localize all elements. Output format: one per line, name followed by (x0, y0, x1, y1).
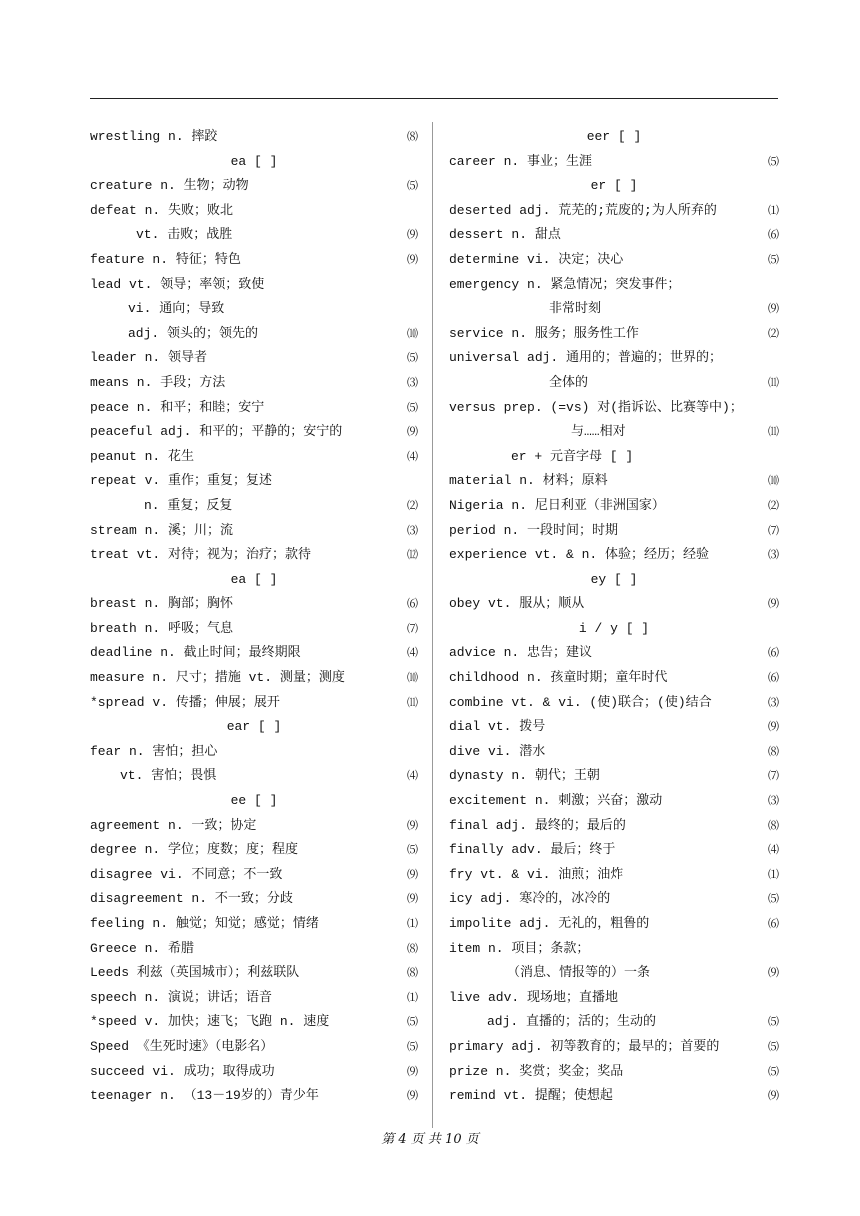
vocab-entry (449, 150, 779, 175)
entry-text: primary adj. 初等教育的；最早的；首要的 (449, 1038, 720, 1054)
vocab-entry (449, 740, 779, 765)
unit-number: ⑶ (768, 548, 779, 562)
vocab-entry (449, 961, 779, 986)
vocab-entry (449, 420, 779, 445)
section-heading (449, 125, 779, 150)
vocab-entry (90, 322, 418, 347)
entry-text: defeat n. 失败；败北 (90, 202, 234, 218)
vocab-entry (90, 641, 418, 666)
unit-number: ⑸ (407, 400, 418, 414)
unit-number: ⑸ (768, 1039, 779, 1053)
entry-text: *speed v. 加快；速飞；飞跑 n. 速度 (90, 1014, 330, 1030)
unit-number: ⑶ (768, 794, 779, 808)
vocab-entry (90, 666, 418, 691)
unit-number: ⑵ (768, 326, 779, 340)
vocab-entry (449, 273, 779, 298)
entry-text: experience vt. & n. 体验；经历；经验 (449, 547, 710, 563)
unit-number: ⑾ (768, 425, 779, 439)
unit-number: ⑼ (407, 228, 418, 242)
entry-text: creature n. 生物；动物 (90, 178, 249, 194)
vocab-entry (449, 223, 779, 248)
entry-text: ear [ ] (226, 719, 282, 735)
unit-number: ⑸ (407, 351, 418, 365)
entry-text: adj. 领头的；领先的 (128, 325, 259, 341)
vocab-entry (90, 592, 418, 617)
unit-number: ⑼ (768, 720, 779, 734)
entry-text: Leeds 利兹（英国城市）；利兹联队 (90, 965, 300, 981)
entry-text: peace n. 和平；和睦；安宁 (90, 399, 265, 415)
entry-text: material n. 材料；原料 (449, 473, 608, 489)
unit-number: ⑻ (768, 744, 779, 758)
vocab-entry (90, 838, 418, 863)
unit-number: ⑹ (768, 228, 779, 242)
vocab-entry (90, 1060, 418, 1085)
vocab-entry (90, 248, 418, 273)
vocab-entry (449, 986, 779, 1011)
vocab-entry (90, 764, 418, 789)
entry-text: *spread v. 传播；伸展；展开 (90, 694, 280, 710)
vocab-entry (449, 1035, 779, 1060)
vocab-entry (449, 814, 779, 839)
unit-number: ⑷ (407, 449, 418, 463)
unit-number: ⑹ (407, 597, 418, 611)
entry-text: ey [ ] (590, 571, 638, 587)
right-column (449, 125, 779, 1109)
unit-number: ⑴ (407, 990, 418, 1004)
entry-text: period n. 一段时间；时期 (449, 522, 619, 538)
unit-number: ⑼ (407, 1064, 418, 1078)
entry-text: i / y [ ] (578, 620, 650, 636)
vocab-entry (90, 199, 418, 224)
entry-text: vt. 害怕；畏惧 (120, 768, 217, 784)
entry-text: icy adj. 寒冷的，冰冷的 (449, 891, 611, 907)
vocab-entry (90, 125, 418, 150)
entry-text: ee [ ] (230, 793, 278, 809)
entry-text: 与……相对 (571, 424, 626, 440)
vocab-entry (90, 494, 418, 519)
entry-text: eer [ ] (586, 129, 642, 144)
vocab-entry (449, 912, 779, 937)
unit-number: ⑼ (407, 425, 418, 439)
unit-number: ⑶ (407, 375, 418, 389)
entry-text: universal adj. 通用的；普遍的；世界的； (449, 350, 723, 366)
unit-number: ⑼ (768, 597, 779, 611)
entry-text: peanut n. 花生 (90, 448, 195, 464)
entry-text: dive vi. 潜水 (449, 743, 546, 759)
section-heading (449, 617, 779, 642)
vocab-entry (449, 838, 779, 863)
entry-text: leader n. 领导者 (90, 350, 208, 366)
vocab-entry (449, 863, 779, 888)
unit-number: ⑼ (768, 302, 779, 316)
entry-text: er + 元音字母 [ ] (511, 448, 634, 464)
unit-number: ⑹ (768, 917, 779, 930)
vocab-entry (449, 715, 779, 740)
vocab-entry (90, 273, 418, 298)
entry-text: determine vi. 决定；决心 (449, 251, 624, 267)
unit-number: ⑴ (407, 917, 418, 930)
vocab-entry (449, 297, 779, 322)
unit-number: ⑸ (407, 1039, 418, 1053)
vocab-entry (90, 887, 418, 912)
entry-text: excitement n. 刺激；兴奋；激动 (449, 793, 663, 809)
unit-number: ⑺ (768, 769, 779, 783)
unit-number: ⑽ (768, 474, 779, 488)
unit-number: ⑻ (407, 130, 418, 143)
unit-number: ⑸ (407, 179, 418, 193)
vocab-entry (449, 396, 779, 421)
unit-number: ⑼ (407, 892, 418, 906)
vocab-entry (449, 519, 779, 544)
vocab-entry (449, 322, 779, 347)
entry-text: feeling n. 触觉；知觉；感觉；情绪 (90, 916, 319, 931)
entry-text: finally adv. 最后；终于 (449, 842, 616, 858)
entry-text: means n. 手段；方法 (90, 374, 226, 390)
entry-text: teenager n. （13－19岁的）青少年 (90, 1088, 319, 1104)
unit-number: ⑶ (407, 523, 418, 537)
vocab-entry (449, 887, 779, 912)
entry-text: repeat v. 重作；重复；复述 (90, 473, 273, 489)
entry-text: lead vt. 领导；率领；致使 (90, 276, 265, 292)
vocab-entry (90, 297, 418, 322)
vocab-entry (90, 937, 418, 962)
vocab-entry (449, 494, 779, 519)
entry-text: （消息、情报等的）一条 (507, 965, 651, 981)
vocab-entry (449, 248, 779, 273)
entry-text: live adv. 现场地；直播地 (449, 989, 619, 1005)
unit-number: ⑻ (768, 818, 779, 832)
entry-text: breath n. 呼吸；气息 (90, 620, 234, 636)
entry-text: dynasty n. 朝代；王朝 (449, 768, 600, 784)
unit-number: ⑸ (407, 1015, 418, 1029)
vocab-entry (90, 986, 418, 1011)
entry-text: dessert n. 甜点 (449, 227, 561, 243)
section-heading (90, 150, 418, 175)
entry-text: combine vt. & vi. (使)联合；(使)结合 (449, 694, 712, 710)
entry-text: prize n. 奖赏；奖金；奖品 (449, 1063, 624, 1079)
vocab-entry (90, 617, 418, 642)
vocab-entry (449, 937, 779, 962)
unit-number: ⑽ (407, 671, 418, 685)
vocab-entry (90, 863, 418, 888)
entry-text: treat vt. 对待；视为；治疗；款待 (90, 547, 312, 563)
section-heading (90, 568, 418, 593)
unit-number: ⑷ (768, 843, 779, 857)
entry-text: disagree vi. 不同意；不一致 (90, 866, 283, 882)
vocab-entry (449, 1084, 779, 1109)
vocab-entry (90, 1010, 418, 1035)
section-heading (90, 789, 418, 814)
vocab-entry (90, 814, 418, 839)
section-heading (449, 174, 779, 199)
unit-number: ⑿ (407, 548, 418, 562)
unit-number: ⑺ (768, 523, 779, 537)
entry-text: obey vt. 服从；顺从 (449, 596, 585, 612)
unit-number: ⑼ (407, 867, 418, 881)
entry-text: deadline n. 截止时间；最终期限 (90, 645, 301, 661)
unit-number: ⑸ (768, 252, 779, 266)
unit-number: ⑾ (407, 695, 418, 709)
entry-text: fry vt. & vi. 油煎；油炸 (449, 866, 624, 882)
entry-text: service n. 服务；服务性工作 (449, 325, 639, 341)
vocab-entry (449, 199, 779, 224)
unit-number: ⑸ (768, 1064, 779, 1078)
unit-number: ⑵ (407, 498, 418, 512)
vocab-entry (449, 666, 779, 691)
entry-text: adj. 直播的；活的；生动的 (487, 1014, 657, 1030)
unit-number: ⑼ (407, 818, 418, 832)
entry-text: final adj. 最终的；最后的 (449, 817, 626, 833)
entry-text: ea [ ] (230, 571, 278, 587)
unit-number: ⑸ (768, 892, 779, 906)
entry-text: measure n. 尺寸；措施 vt. 测量；测度 (90, 670, 345, 686)
vocab-entry (90, 346, 418, 371)
entry-text: ea [ ] (230, 153, 278, 169)
entry-text: er [ ] (590, 178, 638, 194)
unit-number: ⑶ (768, 695, 779, 709)
vocab-entry (90, 469, 418, 494)
entry-text: degree n. 学位；度数；度；程度 (90, 842, 299, 858)
unit-number: ⑼ (768, 1089, 779, 1103)
entry-text: emergency n. 紧急情况；突发事件； (449, 276, 681, 292)
entry-text: n. 重复；反复 (144, 497, 233, 513)
vocab-entry (90, 223, 418, 248)
vocab-entry (90, 420, 418, 445)
vocab-entry (449, 764, 779, 789)
vocab-entry (90, 1035, 418, 1060)
entry-text: succeed vi. 成功；取得成功 (90, 1063, 275, 1079)
unit-number: ⑼ (407, 1089, 418, 1103)
vocab-entry (90, 445, 418, 470)
entry-text: career n. 事业；生涯 (449, 153, 593, 169)
unit-number: ⑴ (768, 867, 779, 881)
vocab-entry (90, 740, 418, 765)
entry-text: Nigeria n. 尼日利亚（非洲国家） (449, 497, 665, 513)
entry-text: vt. 击败；战胜 (136, 227, 233, 243)
unit-number: ⑼ (768, 966, 779, 980)
unit-number: ⑷ (407, 646, 418, 660)
entry-text: feature n. 特征；特色 (90, 251, 241, 267)
unit-number: ⑸ (768, 154, 779, 168)
entry-text: 全体的 (549, 374, 589, 390)
top-rule (90, 98, 778, 99)
vocab-entry (90, 396, 418, 421)
entry-text: dial vt. 拨号 (449, 719, 546, 735)
entry-text: Speed 《生死时速》（电影名） (90, 1038, 274, 1054)
entry-text: item n. 项目；条款； (449, 940, 590, 956)
vocab-entry (90, 371, 418, 396)
vocab-entry (449, 1060, 779, 1085)
vocab-entry (90, 543, 418, 568)
vocab-entry (449, 469, 779, 494)
vocab-entry (449, 691, 779, 716)
unit-number: ⑵ (768, 498, 779, 512)
unit-number: ⑻ (407, 941, 418, 955)
entry-text: versus prep. (=vs) 对(指诉讼、比赛等中)； (449, 399, 743, 415)
entry-text: remind vt. 提醒；使想起 (449, 1088, 613, 1104)
entry-text: peaceful adj. 和平的；平静的；安宁的 (90, 424, 343, 440)
unit-number: ⑹ (768, 646, 779, 660)
entry-text: childhood n. 孩童时期；童年时代 (449, 670, 668, 686)
section-heading (90, 715, 418, 740)
vocab-entry (449, 445, 779, 470)
unit-number: ⑻ (407, 966, 418, 980)
vocab-entry (449, 1010, 779, 1035)
unit-number: ⑼ (407, 252, 418, 266)
unit-number: ⑸ (407, 843, 418, 857)
entry-text: deserted adj. 荒芜的;荒废的;为人所弃的 (449, 202, 717, 218)
unit-number: ⑾ (768, 375, 779, 389)
left-column (90, 125, 418, 1109)
vocab-entry (90, 961, 418, 986)
entry-text: speech n. 演说；讲话；语音 (90, 989, 273, 1005)
entry-text: 非常时刻 (549, 301, 602, 317)
entry-text: disagreement n. 不一致；分歧 (90, 891, 293, 907)
column-divider (432, 122, 433, 1128)
unit-number: ⑷ (407, 769, 418, 783)
unit-number: ⑸ (768, 1015, 779, 1029)
section-heading (449, 568, 779, 593)
vocab-entry (90, 174, 418, 199)
vocab-entry (90, 519, 418, 544)
vocab-entry (90, 1084, 418, 1109)
vocab-entry (90, 691, 418, 716)
unit-number: ⑺ (407, 621, 418, 635)
unit-number: ⑽ (407, 326, 418, 340)
entry-text: breast n. 胸部；胸怀 (90, 596, 234, 612)
vocab-entry (449, 789, 779, 814)
entry-text: wrestling n. 摔跤 (90, 129, 218, 144)
entry-text: impolite adj. 无礼的，粗鲁的 (449, 916, 650, 931)
page-footer: 第 4 页 共 10 页 (381, 1132, 479, 1147)
vocab-entry (449, 641, 779, 666)
vocab-entry (90, 912, 418, 937)
vocab-entry (449, 371, 779, 396)
entry-text: Greece n. 希腊 (90, 940, 195, 956)
vocab-entry (449, 346, 779, 371)
vocab-entry (449, 543, 779, 568)
entry-text: stream n. 溪；川；流 (90, 522, 234, 538)
entry-text: fear n. 害怕；担心 (90, 743, 218, 759)
entry-text: agreement n. 一致；协定 (90, 817, 257, 833)
vocab-entry (449, 592, 779, 617)
unit-number: ⑹ (768, 671, 779, 685)
unit-number: ⑴ (768, 203, 779, 217)
entry-text: advice n. 忠告；建议 (449, 645, 593, 661)
entry-text: vi. 通向；导致 (128, 301, 225, 317)
